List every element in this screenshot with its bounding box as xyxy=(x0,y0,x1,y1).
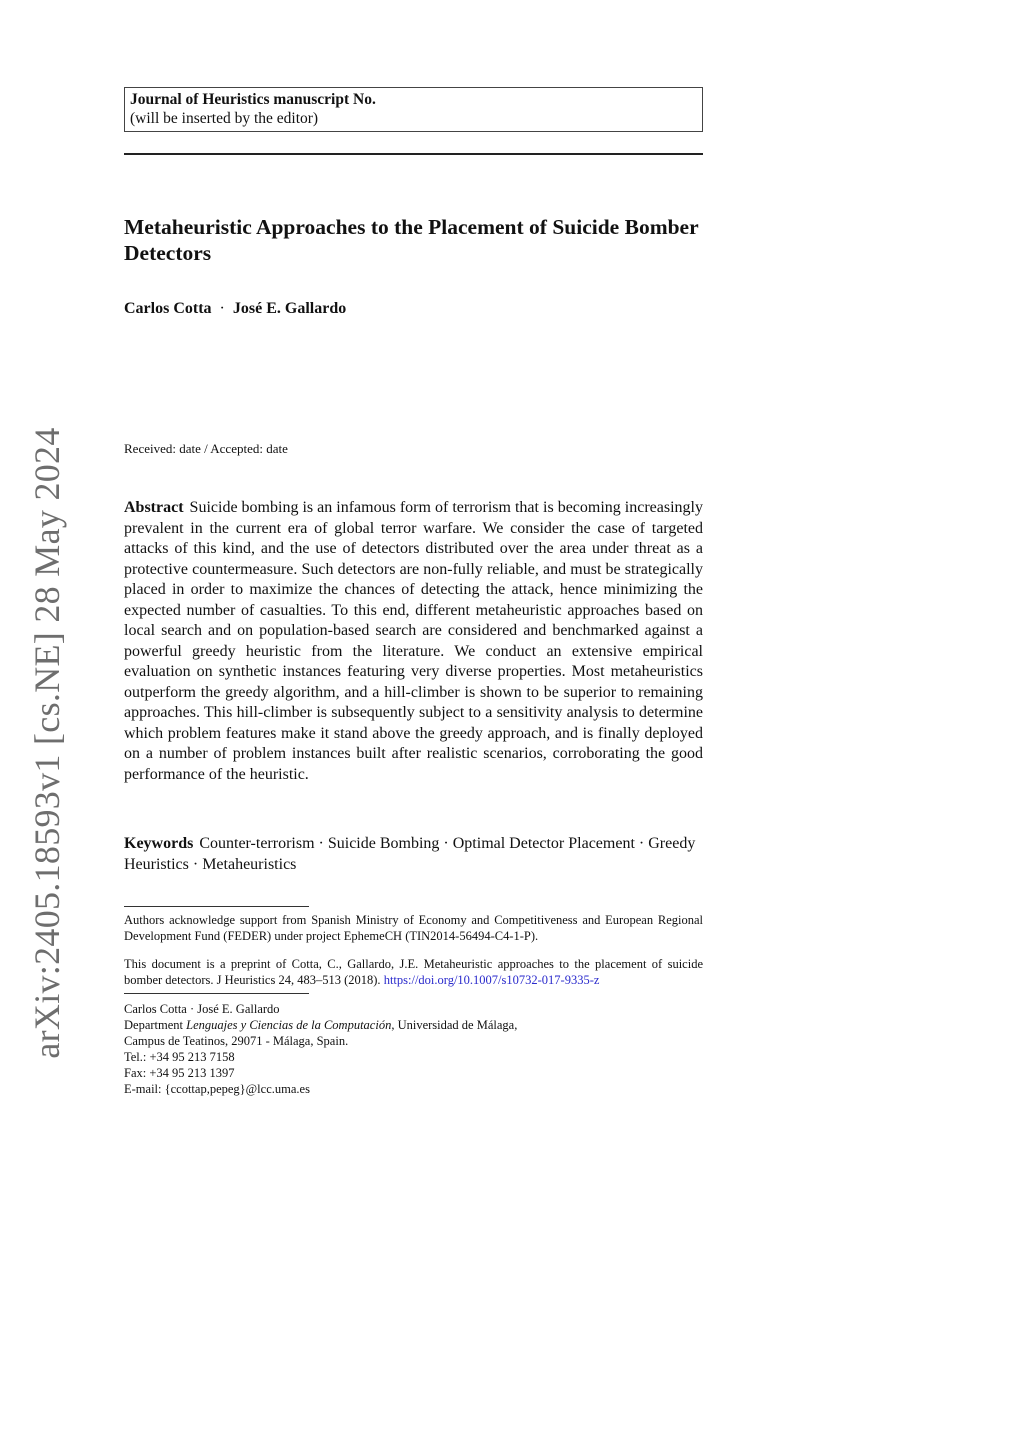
doi-link[interactable]: https://doi.org/10.1007/s10732-017-9335-z xyxy=(383,973,600,987)
journal-name: Journal of Heuristics manuscript No. xyxy=(130,91,376,108)
journal-editor-note: (will be inserted by the editor) xyxy=(130,110,319,127)
author-name: José E. Gallardo xyxy=(232,300,347,317)
header-rule xyxy=(124,153,703,155)
address-email: E-mail: {ccottap,pepeg}@lcc.uma.es xyxy=(124,1082,310,1096)
author-line xyxy=(124,300,346,318)
preprint-text: This document is a preprint of Cotta, C., Gallardo, J.E. Metaheuristic approaches to the placement of suicide bomber detectors. J Heuristics 24, 483–513 (2018). xyxy=(124,957,703,987)
journal-header-box xyxy=(124,87,703,132)
university-name: , Universidad de Málaga, xyxy=(391,1018,518,1032)
address-rule xyxy=(124,993,309,994)
footnote-rule xyxy=(124,906,309,907)
author-separator: · xyxy=(219,300,225,317)
author-name: Carlos Cotta xyxy=(124,300,212,317)
keywords-text: Counter-terrorism · Suicide Bombing · Optimal Detector Placement · Greedy Heuristics · Metaheuristics xyxy=(124,835,696,873)
keywords xyxy=(124,834,703,875)
abstract-label: Abstract xyxy=(124,499,184,516)
address-tel: Tel.: +34 95 213 7158 xyxy=(124,1050,235,1064)
department-prefix: Department xyxy=(124,1018,184,1032)
keywords-label: Keywords xyxy=(124,835,194,852)
received-date: Received: date / Accepted: date xyxy=(124,441,288,456)
abstract-text: Suicide bombing is an infamous form of terrorism that is becoming increasingly prevalent in the current era of global terror warfare. We consider the case of targeted attacks of this kind, and the use of detectors distributed over the area under threat as a protective countermeasure. Such detectors are non-fully reliable, and must be strategically placed in order to maximize the chances of detecting the attack, hence minimizing the expected number of casualties. To this end, different metaheuristic approaches based on local search and on population-based search are considered and benchmarked against a powerful greedy heuristic from the literature. We conduct an extensive empirical evaluation on synthetic instances featuring very diverse properties. Most metaheuristics outperform the greedy algorithm, and a hill-climber is shown to be superior to remaining approaches. This hill-climber is subsequently subject to a sensitivity analysis to determine which problem features make it stand above the greedy approach, and is finally deployed on a number of problem instances built after realistic scenarios, corroborating the good performance of the heuristic. xyxy=(124,499,703,783)
abstract xyxy=(124,498,703,785)
funding-footnote: Authors acknowledge support from Spanish Ministry of Economy and Competitiveness and European Regional Development Fund (FEDER) under project EphemeCH (TIN2014-56494-C4-1-P). xyxy=(124,913,703,943)
address-department xyxy=(124,1017,517,1033)
arxiv-stamp: arXiv:2405.18593v1 [cs.NE] 28 May 2024 xyxy=(27,427,67,1059)
address-names: Carlos Cotta · José E. Gallardo xyxy=(124,1002,280,1016)
author-address xyxy=(124,1001,517,1097)
paper-title: Metaheuristic Approaches to the Placement of Suicide Bomber Detectors xyxy=(124,215,699,265)
preprint-footnote xyxy=(124,956,703,988)
address-fax: Fax: +34 95 213 1397 xyxy=(124,1066,235,1080)
department-name: Lenguajes y Ciencias de la Computación xyxy=(186,1018,392,1032)
address-campus: Campus de Teatinos, 29071 - Málaga, Spain. xyxy=(124,1034,349,1048)
